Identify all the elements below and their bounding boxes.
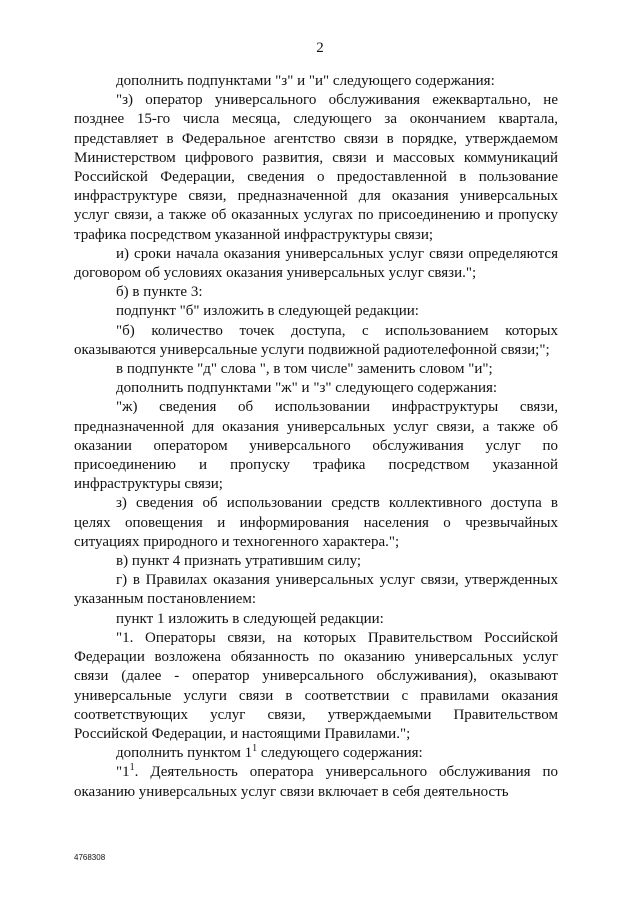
paragraph: "ж) сведения об использовании инфраструктуры связи, предназначенной для оказания универсальных услуг связи, а также об оказании оператором универсального обслуживания услуг по присоединению и пропуску трафика посредством указанной инфраструктуры связи; (74, 399, 558, 493)
paragraph: "б) количество точек доступа, с использованием которых оказываются универсальные услуги подвижной радиотелефонной связи;"; (74, 322, 558, 358)
page-number: 2 (316, 40, 324, 56)
paragraph-text: "1 (116, 764, 130, 781)
paragraph-with-superscript (74, 744, 558, 763)
superscript: 1 (129, 762, 135, 774)
paragraph: "1. Операторы связи, на которых Правительством Российской Федерации возложена обязанность по оказанию универсальных услуг связи (далее - оператор универсального обслуживания), оказывают универсальные услуги связи в соответствии с правилами оказания соответствующих услуг связи, утверждаемыми Правительством Российской Федерации, и настоящими Правилами."; (74, 629, 558, 742)
paragraph-text: дополнить пунктом 1 (116, 745, 253, 762)
paragraph: в подпункте "д" слова ", в том числе" заменить словом "и"; (116, 361, 493, 378)
paragraph: и) сроки начала оказания универсальных услуг связи определяются договором об условиях оказания универсальных услуг связи."; (74, 245, 558, 282)
paragraph: пункт 1 изложить в следующей редакции: (116, 610, 384, 627)
paragraph: дополнить подпунктами "з" и "и" следующего содержания: (116, 73, 495, 89)
paragraph-text: следующего содержания: (257, 745, 423, 762)
document-code: 4768308 (74, 853, 106, 862)
paragraph: подпункт "б" изложить в следующей редакции: (116, 303, 419, 320)
paragraph: г) в Правилах оказания универсальных услуг связи, утвержденных указанным постановлением: (74, 572, 558, 608)
document-body (74, 72, 558, 802)
paragraph-text: . Деятельность оператора универсального обслуживания по оказанию универсальных услуг связи включает в себя деятельность (74, 764, 558, 800)
paragraph: дополнить подпунктами "ж" и "з" следующего содержания: (116, 380, 498, 397)
paragraph: "з) оператор универсального обслуживания ежеквартально, не позднее 15-го числа месяца, следующего за окончанием квартала, представляет в Федеральное агентство связи в порядке, утверждаемом Министерством цифрового развития, связи и массовых коммуникаций Российской Федерации, сведения о предоставленной в пользование инфраструктуре связи, предназначенной для оказания универсальных услуг связи, а также об оказанных услугах по присоединению и пропуску трафика посредством указанной инфраструктуры связи; (74, 92, 558, 243)
paragraph: в) пункт 4 признать утратившим силу; (116, 553, 362, 570)
paragraph-with-superscript (74, 763, 558, 801)
paragraph: б) в пункте 3: (116, 284, 203, 301)
paragraph: з) сведения об использовании средств коллективного доступа в целях оповещения и информирования населения о чрезвычайных ситуациях природного и техногенного характера."; (74, 495, 558, 550)
superscript: 1 (252, 743, 258, 755)
